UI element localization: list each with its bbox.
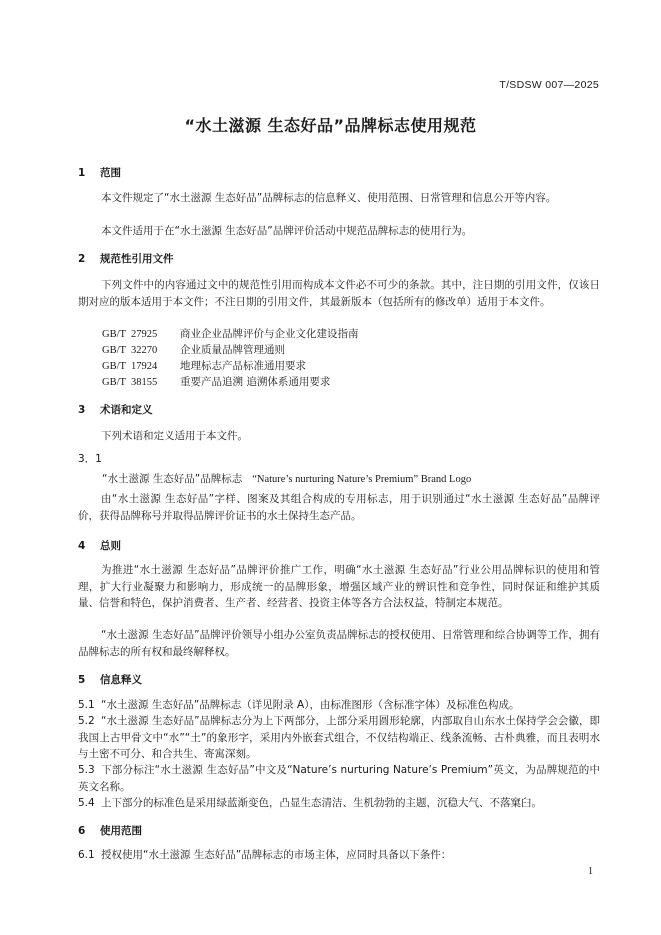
reference-name: 商业企业品牌评价与企业文化建设指南	[180, 328, 359, 340]
section-heading-scope	[78, 165, 121, 180]
section-heading-general	[78, 538, 121, 553]
reference-item	[102, 342, 285, 360]
paragraph: “水土滋源 生态好品”品牌评价领导小组办公室负责品牌标志的授权使用、日常管理和综合协调等工作，拥有品牌标志的所有权和最终解释权。	[78, 629, 600, 658]
clause-item	[78, 762, 600, 795]
term-english: “Nature’s nurturing Nature’s Premium” Brand Logo	[252, 474, 472, 485]
document-number: T/SDSW 007—2025	[499, 79, 599, 91]
paragraph: 下列术语和定义适用于本文件。	[101, 430, 248, 442]
section-number: 6	[78, 825, 86, 837]
section-number: 4	[78, 540, 86, 552]
term-entry	[102, 471, 471, 486]
section-number: 1	[78, 167, 86, 179]
reference-number: 38155	[131, 377, 158, 388]
reference-number: 17924	[131, 361, 158, 372]
reference-code: GB/T	[102, 361, 126, 372]
section-title: 信息释义	[100, 674, 142, 686]
clause-number: 5.1	[78, 699, 95, 711]
clause-text: “水土滋源 生态好品”品牌标志（详见附录 A），由标准图形（含标准字体）及标准色构成。	[101, 699, 520, 711]
section-heading-scope-of-use	[78, 823, 142, 838]
paragraph: 下列文件中的内容通过文中的规范性引用而构成本文件必不可少的条款。其中，注日期的引用文件，仅该日期对应的版本适用于本文件；不注日期的引用文件，其最新版本（包括所有的修改单）适用于本文件。	[78, 279, 600, 308]
section-number: 2	[78, 253, 86, 265]
clause-number: 6.1	[78, 849, 95, 861]
reference-name: 企业质量品牌管理通则	[180, 344, 285, 356]
section-title: 范围	[100, 167, 121, 179]
paragraph: 本文件规定了“水土滋源 生态好品”品牌标志的信息释义、使用范围、日常管理和信息公开等内容。	[101, 192, 557, 204]
term-chinese: “水土滋源 生态好品”品牌标志	[102, 473, 243, 485]
clause-text: 授权使用“水土滋源 生态好品”品牌标志的市场主体，应同时具备以下条件：	[101, 849, 452, 861]
section-title: 术语和定义	[100, 404, 153, 416]
reference-code: GB/T	[102, 329, 126, 340]
clause-item	[78, 713, 600, 763]
clause-number: 5.2	[78, 715, 95, 727]
section-number: 5	[78, 674, 86, 686]
paragraph: 为推进“水土滋源 生态好品”品牌评价推广工作，明确“水土滋源 生态好品”行业公用品牌标识的使用和管理，扩大行业凝聚力和影响力，形成统一的品牌形象，增强区域产业的辨识性和竞争性，同时保证和维护其质量、信誉和特色，保护消费者、生产者、经营者、投资主体等各方合法权益，特制定本规范。	[78, 564, 600, 609]
section-heading-normative-references	[78, 251, 174, 266]
paragraph: 本文件适用于在“水土滋源 生态好品”品牌评价活动中规范品牌标志的使用行为。	[101, 225, 473, 237]
reference-code: GB/T	[102, 377, 126, 388]
reference-number: 27925	[131, 329, 158, 340]
term-definition: 由“水土滋源 生态好品”字样、图案及其组合构成的专用标志，用于识别通过“水土滋源 生态好品”品牌评价，获得品牌称号并取得品牌评价证书的水土保持生态产品。	[78, 493, 600, 522]
clause-text: 上下部分的标准色是采用绿蓝渐变色，凸显生态清洁、生机勃勃的主题，沉稳大气、不落窠臼。	[101, 797, 542, 809]
section-number: 3	[78, 404, 86, 416]
reference-item	[102, 326, 359, 344]
clause-item	[78, 795, 600, 812]
clause-number: 5.4	[78, 797, 95, 809]
reference-name: 重要产品追溯 追溯体系通用要求	[180, 376, 331, 388]
clause-item	[78, 847, 600, 864]
section-heading-terms	[78, 402, 153, 417]
reference-item	[102, 358, 306, 376]
reference-code: GB/T	[102, 345, 126, 356]
section-title: 总则	[100, 540, 121, 552]
clause-number: 5.3	[78, 764, 95, 776]
page-number: 1	[588, 866, 593, 877]
clause-text: 下部分标注“水土滋源 生态好品”中文及“Nature’s nurturing Nature’s Premium”英文，为品牌规范的中英文名称。	[78, 764, 600, 793]
section-heading-information	[78, 672, 142, 687]
page-title: “水土滋源 生态好品”品牌标志使用规范	[184, 116, 477, 135]
reference-item	[102, 374, 330, 392]
section-title: 使用范围	[100, 825, 142, 837]
term-number: 3．1	[78, 453, 102, 465]
reference-number: 32270	[131, 345, 158, 356]
reference-name: 地理标志产品标准通用要求	[180, 360, 306, 372]
clause-item	[78, 697, 600, 714]
clause-text: “水土滋源 生态好品”品牌标志分为上下两部分，上部分采用圆形轮廓，内部取自山东水土保持学会会徽，即我国上古甲骨文中“水”“土”的象形字，采用内外嵌套式组合，不仅结构端正、线条流畅、古朴典雅，而且表明水与土密不可分、和合共生、寄寓深刻。	[78, 715, 600, 760]
section-title: 规范性引用文件	[100, 253, 174, 265]
